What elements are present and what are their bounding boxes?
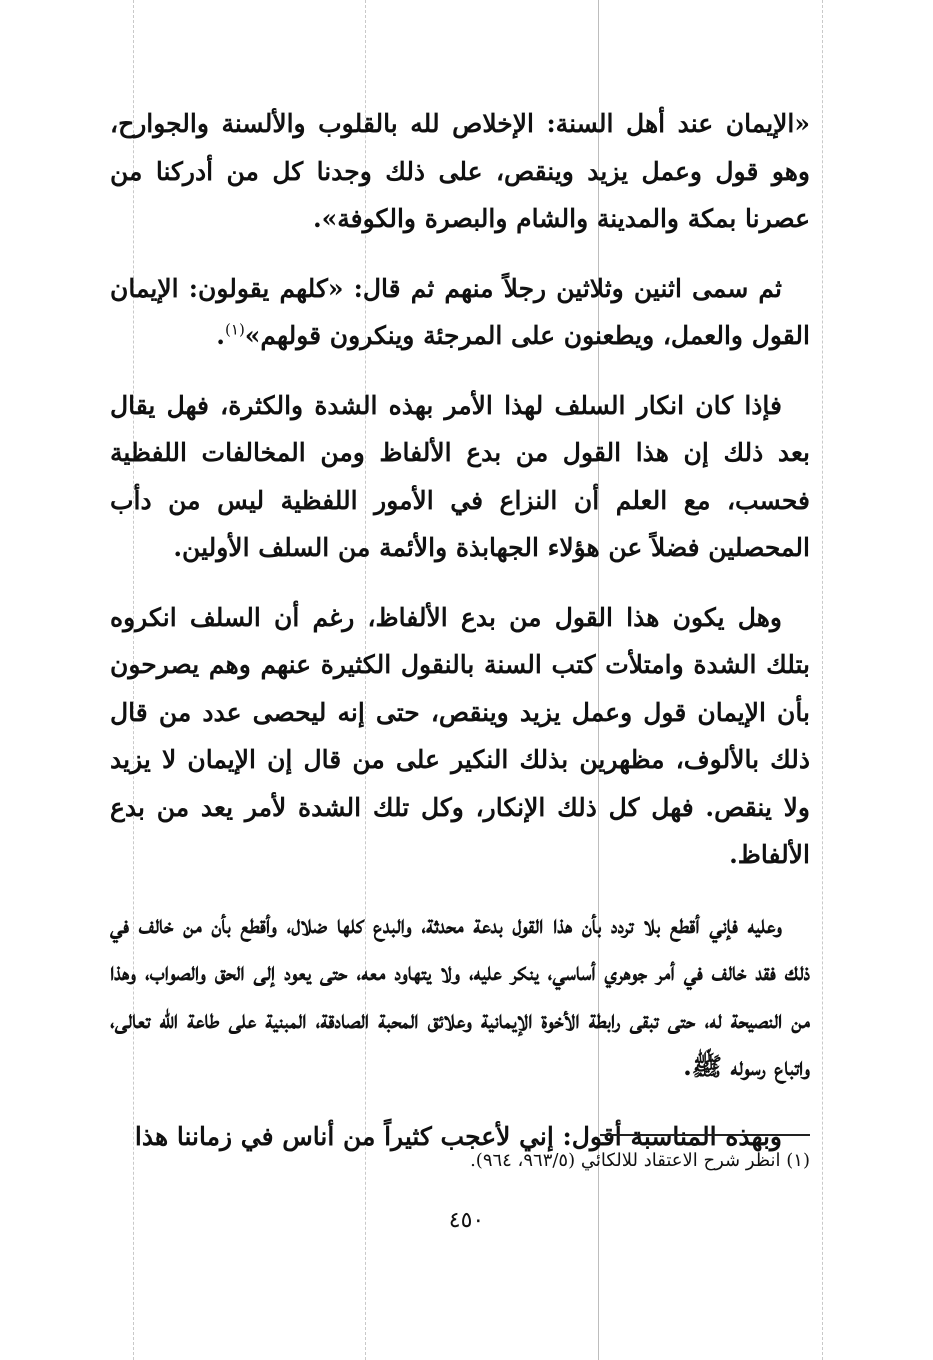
paragraph-names: [110, 265, 810, 360]
paragraph-text: فإذا كان انكار السلف لهذا الأمر بهذه الشدة والكثرة، فهل يقال بعد ذلك إن هذا القول من بدع الألفاظ ومن المخالفات اللفظية فحسب، مع العلم أن النزاع في الأمور اللفظية ليس من دأب المحصلين فضلاً عن هؤلاء الجهابذة والأئمة من السلف الأولين.: [110, 390, 810, 562]
paragraph-end-mark: .: [216, 321, 226, 350]
footnote: (١) انظر شرح الاعتقاد للالكائي (٩٦٣/٥، ٩٦٤).: [470, 1150, 810, 1171]
paragraph-quote: [110, 100, 810, 243]
footnote-reference: (١): [225, 320, 245, 339]
paragraph-text: وهل يكون هذا القول من بدع الألفاظ، رغم أن السلف انكروه بتلك الشدة وامتلأت كتب السنة بالنقول الكثيرة عنهم وهم يصرحون بأن الإيمان قول وعمل يزيد وينقص، حتى إنه ليحصى عدد من قال ذلك بالألوف، مظهرين بذلك النكير على من قال إن الإيمان لا يزيد ولا ينقص. فهل كل ذلك الإنكار، وكل تلك الشدة لأمر يعد من بدع الألفاظ.: [110, 602, 810, 869]
footnote-divider: [600, 1134, 810, 1136]
paragraph-text: وعليه فإني أقطع بلا تردد بأن هذا القول بدعة محدثة، والبدع كلها ضلال، وأقطع بأن من خالف في ذلك فقد خالف في أمر جوهري أساسي، ينكر عليه، ولا يتهاود معه، حتى يعود إلى الحق والصواب، وهذا من النصيحة له، حتى تبقى رابطة الأخوة الإيمانية وعلائق المحبة الصادقة، المبنية على طاعة الله تعالى، واتباع رسوله ﷺ.: [110, 909, 810, 1081]
body-text: [110, 100, 810, 1160]
scan-guide-line: [822, 0, 823, 1360]
paragraph-question: [110, 382, 810, 572]
page-number: ٤٥٠: [448, 1208, 485, 1233]
paragraph-text: «الإيمان عند أهل السنة: الإخلاص لله بالقلوب والألسنة والجوارح، وهو قول وعمل يزيد وينقص، على ذلك وجدنا كل من أدركنا من عصرنا بمكة والمدينة والشام والبصرة والكوفة».: [110, 109, 810, 233]
paragraph-argument: [110, 594, 810, 879]
paragraph-text: وبهذه المناسبة أقول: إني لأعجب كثيراً من أناس في زماننا هذا: [134, 1121, 782, 1151]
paragraph-conclusion: [110, 901, 810, 1091]
paragraph-text: ثم سمى اثنين وثلاثين رجلاً منهم ثم قال: «كلهم يقولون: الإيمان القول والعمل، ويطعنون على المرجئة وينكرون قولهم»: [110, 273, 810, 350]
